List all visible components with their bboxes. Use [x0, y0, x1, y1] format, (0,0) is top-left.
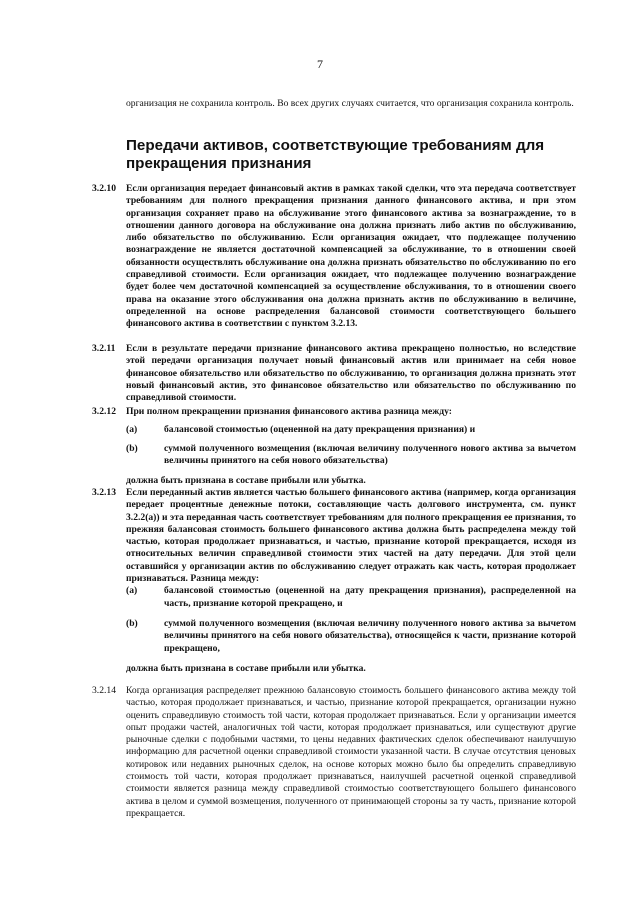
paragraph-3-2-11 — [92, 343, 576, 404]
paragraph-text: Если организация передает финансовый актив в рамках такой сделки, что эта передача соответствует требованиям для полного прекращения признания данного финансового актива, и при этом организация сохраняет право на обслуживание этого финансового актива за вознаграждение, то в отношении данного договора на обслуживание она должна признать либо актив по обслуживанию, либо обязательство по обслуживанию. Если организация ожидает, что подлежащее получению вознаграждение не является достаточной компенсацией за обслуживание, то в отношении своей обязанности осуществлять обслуживание она должна признать обязательство по обслуживанию по его справедливой стоимости. Если организация ожидает, что подлежащее получению вознаграждение будет более чем достаточной компенсацией за осуществление обслуживания, то в отношении своего права на оказание этого обслуживания она должна признать актив по обслуживанию в величине, определенной на основе распределения балансовой стоимости соответствующего большего финансового актива в соответствии с пунктом 3.2.13. — [126, 183, 576, 330]
paragraph-trailer: должна быть признана в составе прибыли или убытка. — [126, 475, 366, 487]
list-item-text: балансовой стоимостью (оцененной на дату прекращения признания) и — [164, 424, 476, 436]
list-item-label: (a) — [126, 424, 138, 436]
list-item-a — [126, 585, 576, 610]
list-item-label: (b) — [126, 617, 138, 629]
paragraph-3-2-14 — [92, 685, 576, 820]
list-item-text: суммой полученного возмещения (включая величину полученного нового актива за вычетом величины принятого на себя нового обязательства) — [164, 442, 576, 466]
list-item-b — [126, 443, 576, 468]
paragraph-number: 3.2.12 — [92, 406, 116, 417]
paragraph-3-2-12 — [92, 406, 576, 487]
section-heading: Передачи активов, соответствующие требованиям для прекращения признания — [126, 137, 545, 172]
paragraph-number: 3.2.10 — [92, 183, 116, 194]
paragraph-number: 3.2.13 — [92, 487, 116, 498]
list-item-label: (a) — [126, 585, 138, 597]
list-item-label: (b) — [126, 442, 138, 454]
paragraph-text: При полном прекращении признания финансового актива разница между: — [126, 406, 452, 417]
page-number: 7 — [317, 57, 323, 71]
paragraph-text: Когда организация распределяет прежнюю балансовую стоимость большего финансового актива между той частью, которая продолжает признаваться, и частью, признание которой прекращается, организации нужно оценить справедливую стоимость той части, которая продолжает признаваться. Если у организации имеется опыт продажи частей, аналогичных той части, которая продолжает признаваться, или существуют другие рыночные сделки с подобными частями, то цены недавних фактических сделок обеспечивают наилучшую информацию для расчетной оценки справедливой стоимости указанной части. В случае отсутствия ценовых котировок или недавних рыночных сделок, на основе которых можно было бы определить справедливую стоимость той части, которая продолжает признаваться, наилучшей расчетной оценкой справедливой стоимости является разница между справедливой стоимостью соответствующего большего финансового актива в целом и суммой возмещения, полученного от принимающей стороны за ту часть, признание которой прекращается. — [126, 685, 576, 819]
intro-text: организация не сохранила контроль. Во всех других случаях считается, что организация сохранила контроль. — [126, 98, 574, 109]
paragraph-3-2-13 — [92, 487, 576, 675]
list-item-text: суммой полученного возмещения (включая величину полученного нового актива за вычетом величины принятого на себя нового обязательства), относящейся к части, признание которой прекращено, — [164, 617, 576, 654]
paragraph-3-2-10 — [92, 183, 576, 331]
list-item-a — [126, 424, 576, 436]
paragraph-trailer: должна быть признана в составе прибыли или убытка. — [126, 662, 366, 674]
paragraph-number: 3.2.14 — [92, 685, 116, 696]
list-item-text: балансовой стоимостью (оцененной на дату прекращения признания), распределенной на часть, признание которой прекращено, и — [164, 585, 576, 609]
paragraph-number: 3.2.11 — [92, 343, 116, 354]
list-item-b — [126, 618, 576, 655]
paragraph-text: Если в результате передачи признание финансового актива прекращено полностью, но вследствие этой передачи организация получает новый финансовый актив или принимает на себя новое финансовое обязательство или обязательство по обслуживанию, то организация должна признать этот новый финансовый актив, это финансовое обязательство или обязательство по обслуживанию по справедливой стоимости. — [126, 343, 576, 404]
paragraph-text: Если переданный актив является частью большего финансового актива (например, когда организация передает процентные денежные потоки, составляющие часть долгового инструмента, см. пункт 3.2.2(a)) и эта переданная часть соответствует требованиям для полного прекращения ее признания, то прежняя балансовая стоимость большего финансового актива должна быть распределена между той частью, которая продолжает признаваться, и частью, признание которой прекращается, исходя из относительных величин справедливой стоимости этих частей на дату передачи. Для этой цели оставшийся у организации актив по обслуживанию следует отражать как часть, которая продолжает признаваться. Разница между: — [126, 487, 576, 585]
